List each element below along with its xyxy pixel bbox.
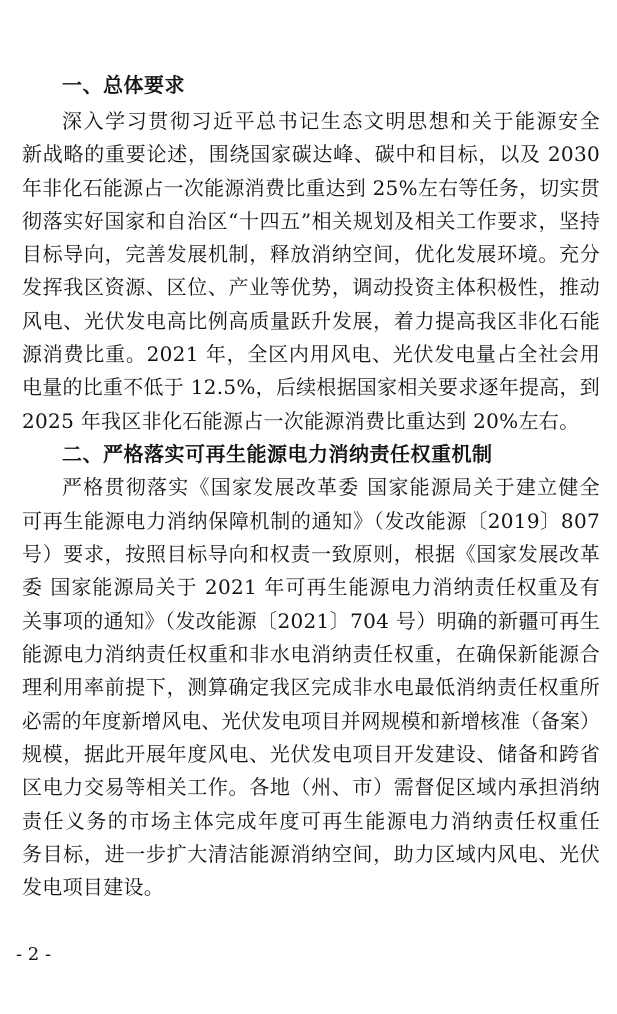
section-2-line-11: 责任义务的市场主体完成年度可再生能源电力消纳责任权重任 [22,809,600,833]
section-1-line-3: 年非化石能源占一次能源消费比重达到 25%左右等任务，切实贯 [22,177,600,200]
section-2-heading: 二、严格落实可再生能源电力消纳责任权重机制 [62,442,493,466]
section-1-line-6: 发挥我区资源、区位、产业等优势，调动投资主体积极性，推动 [22,275,600,299]
section-1-line-5: 目标导向，完善发展机制，释放消纳空间，优化发展环境。充分 [22,242,600,266]
section-1-line-2: 新战略的重要论述，围绕国家碳达峰、碳中和目标，以及 2030 [22,142,600,166]
page-number: - 2 - [16,944,52,965]
section-2-line-2: 可再生能源电力消纳保障机制的通知》（发改能源〔2019〕807 [22,509,600,533]
section-2-line-12: 务目标，进一步扩大清洁能源消纳空间，助力区域内风电、光伏 [22,842,600,866]
section-2-line-4: 委 国家能源局关于 2021 年可再生能源电力消纳责任权重及有 [22,575,600,599]
section-2-line-7: 理利用率前提下，测算确定我区完成非水电最低消纳责任权重所 [22,675,600,699]
section-2-line-9: 规模，据此开展年度风电、光伏发电项目开发建设、储备和跨省 [22,742,600,766]
section-1-line-1: 深入学习贯彻习近平总书记生态文明思想和关于能源安全 [62,109,600,133]
section-2-line-1: 严格贯彻落实《国家发展改革委 国家能源局关于建立健全 [62,475,600,499]
section-2-line-8: 必需的年度新增风电、光伏发电项目并网规模和新增核准（备案） [22,710,600,733]
section-2-line-10: 区电力交易等相关工作。各地（州、市）需督促区域内承担消纳 [22,775,600,799]
section-1-line-8: 源消费比重。2021 年，全区内用风电、光伏发电量占全社会用 [22,342,600,366]
section-1-line-4: 彻落实好国家和自治区“十四五”相关规划及相关工作要求，坚持 [22,209,600,233]
section-2-line-6: 能源电力消纳责任权重和非水电消纳责任权重，在确保新能源合 [22,642,600,666]
section-1-line-7: 风电、光伏发电高比例高质量跃升发展，着力提高我区非化石能 [22,309,600,333]
section-1-heading: 一、总体要求 [62,73,185,97]
section-2-line-13: 发电项目建设。 [22,875,165,899]
section-1-line-9: 电量的比重不低于 12.5%，后续根据国家相关要求逐年提高，到 [22,375,600,399]
section-1-line-10: 2025 年我区非化石能源占一次能源消费比重达到 20%左右。 [22,409,580,433]
section-2-line-3: 号）要求，按照目标导向和权责一致原则，根据《国家发展改革 [22,542,600,566]
section-2-line-5: 关事项的通知》（发改能源〔2021〕704 号）明确的新疆可再生 [22,609,600,633]
